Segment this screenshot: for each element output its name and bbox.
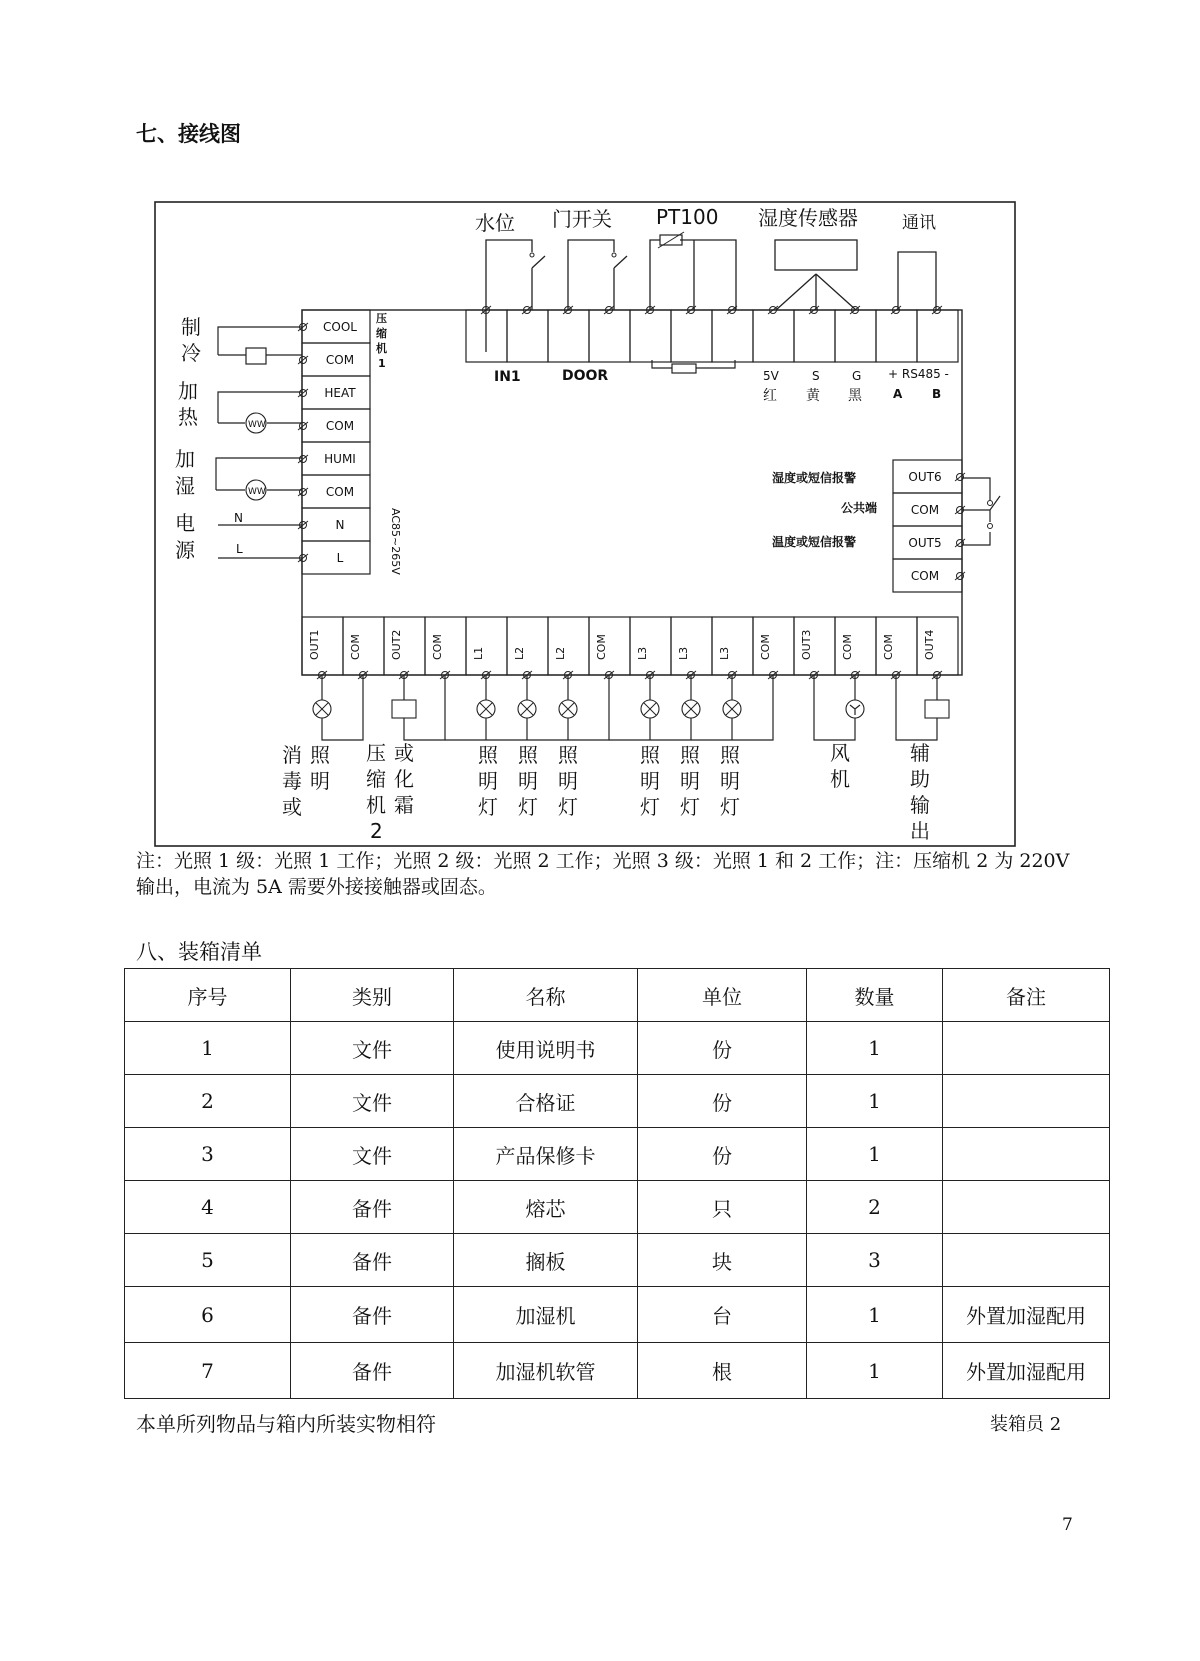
packing-table	[124, 968, 1110, 1399]
right-terminal-label: OUT5	[908, 536, 942, 550]
note-text: 注：光照 1 级：光照 1 工作；光照 2 级：光照 2 工作；光照 3 级：光照 1 和 2 工作；注：压缩机 2 为 220V 输出，电流为 5A 需要外接接触器或固态。	[136, 850, 1070, 898]
bottom-terminal-cell	[671, 617, 712, 675]
table-cell: 备件	[291, 1287, 454, 1343]
label-alarm-2: 温度或短信报警	[772, 535, 857, 549]
table-cell: 3	[807, 1234, 943, 1287]
table-cell: 2	[807, 1181, 943, 1234]
top-terminal-cell	[671, 310, 712, 362]
table-cell: 份	[638, 1075, 807, 1128]
lamp-label-4-1: 照	[640, 743, 660, 767]
left-terminal-label: COM	[325, 419, 355, 433]
label-water-level: 水位	[475, 211, 515, 235]
table-cell: 文件	[291, 1022, 454, 1075]
table-cell: 文件	[291, 1128, 454, 1181]
label-compressor2-1: 压	[366, 741, 386, 765]
table-cell: 1	[807, 1022, 943, 1075]
table-cell: 备件	[291, 1343, 454, 1399]
table-cell: 只	[638, 1181, 807, 1234]
label-compressor1-2: 缩	[376, 327, 387, 340]
table-cell: 7	[125, 1343, 291, 1399]
label-g: G	[852, 369, 862, 383]
top-terminal-cell	[917, 310, 958, 362]
lamp-label-2-2: 明	[518, 769, 538, 793]
label-l: L	[236, 542, 243, 556]
left-terminal-strip	[298, 310, 370, 574]
label-light-2: 明	[310, 769, 330, 793]
table-row	[125, 1128, 1110, 1181]
col-header-qty: 数量	[807, 969, 943, 1022]
table-cell: 外置加湿配用	[943, 1343, 1110, 1399]
bottom-terminal-label: L3	[718, 646, 731, 660]
label-fan-2: 机	[830, 767, 850, 791]
bottom-terminal-label: L2	[513, 646, 526, 660]
label-power-1: 电	[175, 511, 195, 535]
left-terminal-label: COOL	[323, 320, 357, 334]
left-terminal-label: COM	[325, 353, 355, 367]
left-terminal-label: L	[336, 551, 344, 565]
label-door: DOOR	[562, 368, 609, 384]
label-compressor2-4: 2	[370, 819, 383, 843]
label-compressor1-3: 机	[376, 342, 387, 355]
label-comm: 通讯	[902, 213, 936, 233]
col-header-index: 序号	[125, 969, 291, 1022]
label-common: 公共端	[841, 501, 878, 515]
label-a: A	[893, 387, 903, 401]
table-cell	[943, 1022, 1110, 1075]
lamp-label-1-3: 灯	[478, 795, 498, 819]
top-terminal-cell	[589, 310, 630, 362]
label-defrost-1: 或	[394, 741, 414, 765]
bottom-terminal-label: OUT3	[800, 629, 813, 660]
table-cell: 块	[638, 1234, 807, 1287]
label-aux-2: 助	[910, 767, 930, 791]
right-terminal-label: COM	[910, 569, 940, 583]
label-5v: 5V	[763, 369, 779, 383]
col-header-name: 名称	[454, 969, 638, 1022]
table-cell: 台	[638, 1287, 807, 1343]
label-compressor2-2: 缩	[366, 767, 386, 791]
table-cell: 产品保修卡	[454, 1128, 638, 1181]
lamp-label-2-3: 灯	[518, 795, 538, 819]
relay-icon	[925, 700, 949, 718]
col-header-category: 类别	[291, 969, 454, 1022]
table-cell: 份	[638, 1022, 807, 1075]
label-compressor2-3: 机	[366, 793, 386, 817]
table-cell: 3	[125, 1128, 291, 1181]
heater-symbol-icon: WW	[248, 420, 266, 430]
label-black: 黑	[848, 388, 862, 404]
relay-icon	[392, 700, 416, 718]
table-cell	[943, 1181, 1110, 1234]
label-yellow: 黄	[806, 388, 820, 404]
table-row	[125, 1075, 1110, 1128]
right-terminal-strip	[893, 460, 965, 592]
label-cool-2: 冷	[181, 341, 201, 365]
bottom-terminal-label: COM	[882, 634, 895, 660]
label-door-switch: 门开关	[552, 207, 612, 231]
table-cell	[943, 1234, 1110, 1287]
label-red: 红	[763, 388, 777, 404]
table-cell: 熔芯	[454, 1181, 638, 1234]
left-terminal-label: HUMI	[324, 452, 356, 466]
section-heading-wiring: 七、接线图	[136, 122, 241, 146]
label-aux-3: 输	[910, 793, 930, 817]
table-cell: 外置加湿配用	[943, 1287, 1110, 1343]
right-terminal-label: OUT6	[908, 470, 942, 484]
table-cell	[943, 1075, 1110, 1128]
label-fan-1: 风	[830, 741, 850, 765]
label-heat-1: 加	[178, 379, 198, 403]
bottom-terminal-cell	[630, 617, 671, 675]
lamp-label-2-1: 照	[518, 743, 538, 767]
label-b: B	[932, 387, 942, 401]
table-cell: 备件	[291, 1181, 454, 1234]
bottom-terminal-label: L3	[677, 646, 690, 660]
bottom-terminal-label: COM	[595, 634, 608, 660]
label-disinfect-1: 消	[282, 743, 302, 767]
lamp-label-3-2: 明	[558, 769, 578, 793]
top-terminal-cell	[630, 310, 671, 362]
top-terminal-cell	[794, 310, 835, 362]
bottom-terminal-label: OUT2	[390, 629, 403, 660]
table-cell: 文件	[291, 1075, 454, 1128]
left-terminal-label: N	[335, 518, 345, 532]
lamp-label-1-1: 照	[478, 743, 498, 767]
bottom-terminal-label: L3	[636, 646, 649, 660]
lamp-label-3-3: 灯	[558, 795, 578, 819]
bottom-terminal-label: OUT1	[308, 629, 321, 660]
bottom-terminal-label: L2	[554, 646, 567, 660]
bottom-terminal-cell	[548, 617, 589, 675]
label-humidity-sensor: 湿度传感器	[758, 206, 858, 230]
lamp-labels	[478, 743, 741, 819]
label-humi-2: 湿	[175, 474, 195, 498]
bottom-terminal-label: COM	[841, 634, 854, 660]
table-cell: 5	[125, 1234, 291, 1287]
top-terminal-cell	[753, 310, 794, 362]
col-header-unit: 单位	[638, 969, 807, 1022]
table-header-row	[125, 969, 1110, 1022]
top-terminal-cell	[876, 310, 917, 362]
lamp-label-6-2: 明	[720, 769, 740, 793]
lamp-label-3-1: 照	[558, 743, 578, 767]
table-cell: 1	[807, 1075, 943, 1128]
table-cell	[943, 1128, 1110, 1181]
lamp-label-6-1: 照	[720, 743, 740, 767]
bottom-terminal-label: L1	[472, 646, 485, 660]
table-cell: 4	[125, 1181, 291, 1234]
table-cell: 1	[807, 1343, 943, 1399]
col-header-remark: 备注	[943, 969, 1110, 1022]
label-in1: IN1	[494, 369, 521, 385]
section-heading-packing: 八、装箱清单	[136, 940, 262, 964]
bottom-terminal-strip	[302, 617, 958, 679]
lamp-label-5-1: 照	[680, 743, 700, 767]
table-cell: 6	[125, 1287, 291, 1343]
footer-statement: 本单所列物品与箱内所装实物相符	[136, 1412, 436, 1436]
bottom-terminal-cell	[712, 617, 753, 675]
bottom-terminal-label: COM	[759, 634, 772, 660]
top-terminal-cell	[548, 310, 589, 362]
table-cell: 1	[807, 1128, 943, 1181]
bottom-terminal-cell	[507, 617, 548, 675]
label-light-1: 照	[310, 743, 330, 767]
top-terminal-cell	[507, 310, 548, 362]
label-power-2: 源	[175, 538, 195, 562]
label-disinfect-3: 或	[282, 795, 302, 819]
table-cell: 1	[807, 1287, 943, 1343]
label-n: N	[234, 511, 243, 525]
label-defrost-2: 化	[394, 767, 414, 791]
lamp-label-4-3: 灯	[640, 795, 660, 819]
page-number: 7	[1062, 1515, 1073, 1535]
table-row	[125, 1022, 1110, 1075]
label-rs485: + RS485 -	[888, 367, 949, 381]
label-compressor1-1: 压	[376, 312, 387, 325]
right-terminal-label: COM	[910, 503, 940, 517]
bottom-loads	[313, 675, 949, 740]
table-cell: 加湿机	[454, 1287, 638, 1343]
top-terminal-cell	[835, 310, 876, 362]
table-cell: 搁板	[454, 1234, 638, 1287]
lamp-label-5-3: 灯	[680, 795, 700, 819]
left-terminal-label: COM	[325, 485, 355, 499]
table-row	[125, 1181, 1110, 1234]
table-cell: 根	[638, 1343, 807, 1399]
bottom-terminal-label: COM	[349, 634, 362, 660]
table-cell: 份	[638, 1128, 807, 1181]
humidifier-symbol-icon: WW	[248, 487, 266, 497]
bottom-terminal-cell	[466, 617, 507, 675]
table-cell: 1	[125, 1022, 291, 1075]
table-cell: 2	[125, 1075, 291, 1128]
label-voltage: AC85~265V	[389, 508, 402, 575]
label-defrost-3: 霜	[394, 793, 414, 817]
lamp-label-6-3: 灯	[720, 795, 740, 819]
lamp-label-4-2: 明	[640, 769, 660, 793]
table-row	[125, 1234, 1110, 1287]
footer-packer: 装箱员 2	[990, 1414, 1062, 1435]
lamp-label-1-2: 明	[478, 769, 498, 793]
label-humi-1: 加	[175, 447, 195, 471]
bottom-terminal-label: OUT4	[923, 629, 936, 660]
label-heat-2: 热	[178, 405, 198, 429]
lamp-label-5-2: 明	[680, 769, 700, 793]
table-cell: 使用说明书	[454, 1022, 638, 1075]
table-cell: 合格证	[454, 1075, 638, 1128]
table-cell: 备件	[291, 1234, 454, 1287]
label-cool-1: 制	[181, 315, 201, 339]
label-compressor1-4: 1	[378, 357, 386, 370]
label-aux-1: 辅	[910, 741, 930, 765]
table-row	[125, 1287, 1110, 1343]
table-row	[125, 1343, 1110, 1399]
label-disinfect-2: 毒	[282, 769, 302, 793]
label-alarm-1: 湿度或短信报警	[772, 471, 857, 485]
top-terminal-cell	[712, 310, 753, 362]
bottom-terminal-label: COM	[431, 634, 444, 660]
label-pt100: PT100	[656, 205, 719, 229]
table-cell: 加湿机软管	[454, 1343, 638, 1399]
label-s: S	[812, 369, 820, 383]
label-aux-4: 出	[910, 819, 930, 843]
controller-body	[302, 310, 962, 675]
left-terminal-label: HEAT	[324, 386, 356, 400]
top-terminal-strip	[466, 306, 958, 362]
